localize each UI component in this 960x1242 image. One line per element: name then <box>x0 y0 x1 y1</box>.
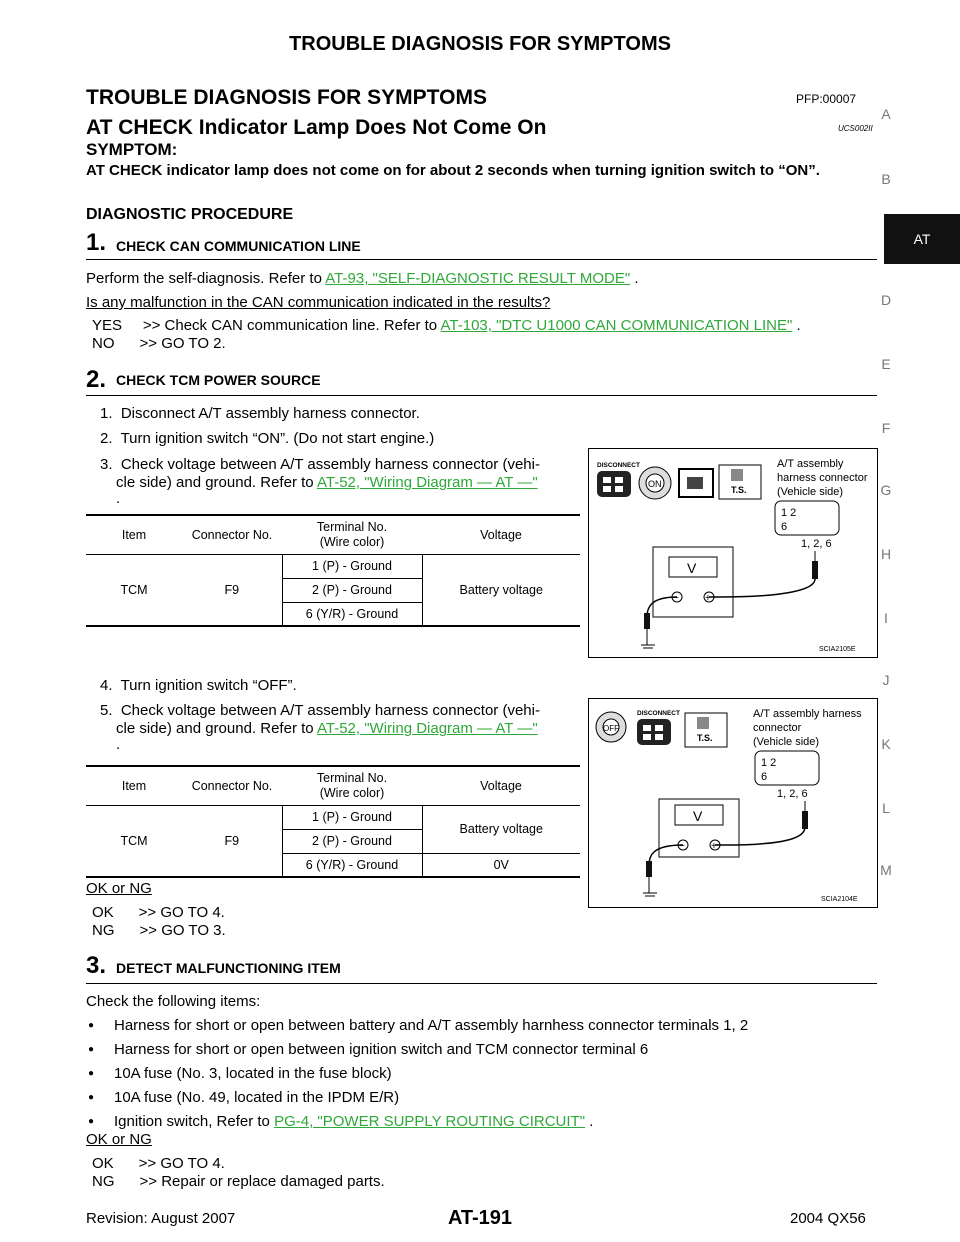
subsection-title: AT CHECK Indicator Lamp Does Not Come On <box>86 116 547 139</box>
disconnect-label: DISCONNECT <box>597 462 640 469</box>
tool-ts-icon-2 <box>685 713 727 747</box>
step3-bullet-5: ● Ignition switch, Refer to PG-4, "POWER SUPPLY ROUTING CIRCUIT" . <box>114 1113 593 1130</box>
section-title: TROUBLE DIAGNOSIS FOR SYMPTOMS <box>86 86 487 109</box>
svg-text:1 2: 1 2 <box>781 507 797 519</box>
table2-header-connector: Connector No. <box>182 767 282 805</box>
step2-item1: 1. Disconnect A/T assembly harness connector. <box>100 405 420 422</box>
page-header: TROUBLE DIAGNOSIS FOR SYMPTOMS <box>289 33 671 55</box>
table1-header-voltage: Voltage <box>422 516 580 554</box>
table2-connector: F9 <box>182 805 282 877</box>
svg-text:1 2: 1 2 <box>761 757 777 769</box>
step2-item5-line3: . <box>116 736 121 753</box>
step1-rule <box>86 259 877 260</box>
index-a[interactable]: A <box>881 106 891 122</box>
table1-item: TCM <box>86 554 182 626</box>
step2-item5-line2: cle side) and ground. Refer to AT-52, "Wiring Diagram — AT —" <box>116 720 538 737</box>
step3-bullet-3: ● 10A fuse (No. 3, located in the fuse block) <box>114 1065 392 1082</box>
connector-label-2: harness connector <box>777 472 868 484</box>
svg-text:+: + <box>711 841 717 852</box>
svg-text:+: + <box>705 593 711 604</box>
table1-terminal-1: 1 (P) - Ground <box>282 554 422 578</box>
power-supply-link[interactable]: PG-4, "POWER SUPPLY ROUTING CIRCUIT" <box>274 1113 586 1130</box>
table1-header-terminal: Terminal No. (Wire color) <box>282 516 422 554</box>
step2-item3-line3: . <box>116 490 121 507</box>
step3-intro: Check the following items: <box>86 993 261 1010</box>
table1-terminal-6: 6 (Y/R) - Ground <box>282 602 422 626</box>
wiring-diagram-link-1[interactable]: AT-52, "Wiring Diagram — AT —" <box>316 474 538 491</box>
table1-voltage: Battery voltage <box>422 554 580 626</box>
table2-terminal-2: 2 (P) - Ground <box>282 829 422 853</box>
symptom-text: AT CHECK indicator lamp does not come on for about 2 seconds when turning ignition switch to “ON”. <box>86 162 820 179</box>
table2-header-terminal: Terminal No. (Wire color) <box>282 767 422 805</box>
connector2-label-2: connector <box>753 722 802 734</box>
symptom-heading: SYMPTOM: <box>86 140 178 159</box>
connector-label-1: A/T assembly <box>777 458 844 470</box>
table2-voltage-12: Battery voltage <box>422 805 580 853</box>
step2-item4: 4. Turn ignition switch “OFF”. <box>100 677 297 694</box>
table1-header-connector: Connector No. <box>182 516 282 554</box>
svg-text:6: 6 <box>781 521 788 533</box>
svg-text:−: − <box>679 841 685 852</box>
step1-number: 1. <box>86 229 107 256</box>
can-line-link[interactable]: AT-103, "DTC U1000 CAN COMMUNICATION LINE" <box>440 317 793 334</box>
step1-instruction: Perform the self-diagnosis. Refer to AT-93, "SELF-DIAGNOSTIC RESULT MODE" . <box>86 270 639 287</box>
footer-model: 2004 QX56 <box>790 1210 866 1227</box>
index-l[interactable]: L <box>882 800 890 816</box>
connector-disconnect-icon <box>597 471 631 497</box>
index-at-active[interactable]: AT <box>884 214 960 264</box>
connector-disconnect-icon-2 <box>637 719 671 745</box>
procedure-heading: DIAGNOSTIC PROCEDURE <box>86 206 294 223</box>
harness-connector-icon <box>679 469 713 497</box>
terminals2-label: 1, 2, 6 <box>777 788 808 800</box>
disconnect-label-2: DISCONNECT <box>637 710 680 717</box>
step3-bullet-1: ● Harness for short or open between battery and A/T assembly harnhess connector terminals 1, 2 <box>114 1017 748 1034</box>
figure2-code: SCIA2104E <box>821 896 858 903</box>
step1-question: Is any malfunction in the CAN communication indicated in the results? <box>86 294 551 311</box>
figure-voltage-check-off <box>588 698 878 908</box>
step1-yes: YES >> Check CAN communication line. Refer to AT-103, "DTC U1000 CAN COMMUNICATION LINE" . <box>92 317 801 334</box>
ignition-key-icon <box>639 467 671 499</box>
table2-voltage-6: 0V <box>422 853 580 877</box>
off-label: OFF <box>603 724 619 733</box>
step3-bullet-4: ● 10A fuse (No. 49, located in the IPDM E/R) <box>114 1089 399 1106</box>
table2-header-item: Item <box>86 767 182 805</box>
step3-rule <box>86 983 877 984</box>
table2-item: TCM <box>86 805 182 877</box>
svg-text:−: − <box>673 593 679 604</box>
step2-rule <box>86 395 877 396</box>
terminals-label: 1, 2, 6 <box>801 538 832 550</box>
step3-ng: NG >> Repair or replace damaged parts. <box>92 1173 385 1190</box>
table2-terminal-1: 1 (P) - Ground <box>282 805 422 829</box>
footer-revision: Revision: August 2007 <box>86 1210 236 1227</box>
index-d[interactable]: D <box>880 292 892 308</box>
table2-terminal-6: 6 (Y/R) - Ground <box>282 853 422 877</box>
index-j[interactable]: J <box>882 672 890 688</box>
step3-ok-or-ng: OK or NG <box>86 1131 152 1148</box>
table2-header-voltage: Voltage <box>422 767 580 805</box>
index-k[interactable]: K <box>881 736 891 752</box>
step1-title: CHECK CAN COMMUNICATION LINE <box>116 238 361 254</box>
step2-item5-line1: 5. Check voltage between A/T assembly harness connector (vehi- <box>100 702 540 719</box>
step3-bullet-2: ● Harness for short or open between ignition switch and TCM connector terminal 6 <box>114 1041 648 1058</box>
wiring-diagram-link-2[interactable]: AT-52, "Wiring Diagram — AT —" <box>316 720 538 737</box>
table1-header-item: Item <box>86 516 182 554</box>
connector-face <box>775 501 839 535</box>
index-m[interactable]: M <box>880 862 892 878</box>
voltmeter-icon-2 <box>659 799 739 857</box>
index-b[interactable]: B <box>881 171 891 187</box>
svg-text:V: V <box>693 808 703 824</box>
step1-no: NO >> GO TO 2. <box>92 335 226 352</box>
step2-ok: OK >> GO TO 4. <box>92 904 225 921</box>
connector2-label-3: (Vehicle side) <box>753 736 820 748</box>
subsection-code: UCS002II <box>838 124 873 133</box>
step2-title: CHECK TCM POWER SOURCE <box>116 372 321 388</box>
connector2-face <box>755 751 819 785</box>
index-f[interactable]: F <box>881 420 891 436</box>
index-i[interactable]: I <box>884 610 888 626</box>
table1-terminal-2: 2 (P) - Ground <box>282 578 422 602</box>
index-g[interactable]: G <box>880 482 892 498</box>
connector2-label-1: A/T assembly harness <box>753 708 862 720</box>
self-diagnostic-link[interactable]: AT-93, "SELF-DIAGNOSTIC RESULT MODE" <box>325 270 631 287</box>
svg-text:V: V <box>687 560 697 576</box>
step2-ok-or-ng: OK or NG <box>86 880 152 897</box>
on-label: ON <box>648 479 662 489</box>
step3-title: DETECT MALFUNCTIONING ITEM <box>116 960 341 976</box>
svg-text:T.S.: T.S. <box>697 733 713 743</box>
table1-connector: F9 <box>182 554 282 626</box>
index-h[interactable]: H <box>880 546 892 562</box>
svg-text:6: 6 <box>761 771 768 783</box>
footer-page-number: AT-191 <box>447 1207 513 1229</box>
section-code: PFP:00007 <box>796 92 857 106</box>
step3-number: 3. <box>86 952 107 979</box>
svg-text:T.S.: T.S. <box>731 485 747 495</box>
table1 <box>86 516 580 627</box>
step2-item2: 2. Turn ignition switch “ON”. (Do not start engine.) <box>100 430 435 447</box>
figure1-code: SCIA2105E <box>819 646 856 653</box>
step3-ok: OK >> GO TO 4. <box>92 1155 225 1172</box>
connector-label-3: (Vehicle side) <box>777 486 844 498</box>
table2 <box>86 767 580 878</box>
figure-voltage-check-on <box>588 448 878 658</box>
ignition-key-off-icon <box>596 712 626 742</box>
step2-number: 2. <box>86 366 107 393</box>
voltmeter-icon <box>653 547 733 617</box>
tool-ts-icon <box>719 465 761 499</box>
step2-ng: NG >> GO TO 3. <box>92 922 226 939</box>
step2-item3-line1: 3. Check voltage between A/T assembly harness connector (vehi- <box>100 456 540 473</box>
step2-item3-line2: cle side) and ground. Refer to AT-52, "Wiring Diagram — AT —" <box>116 474 538 491</box>
index-e[interactable]: E <box>881 356 891 372</box>
